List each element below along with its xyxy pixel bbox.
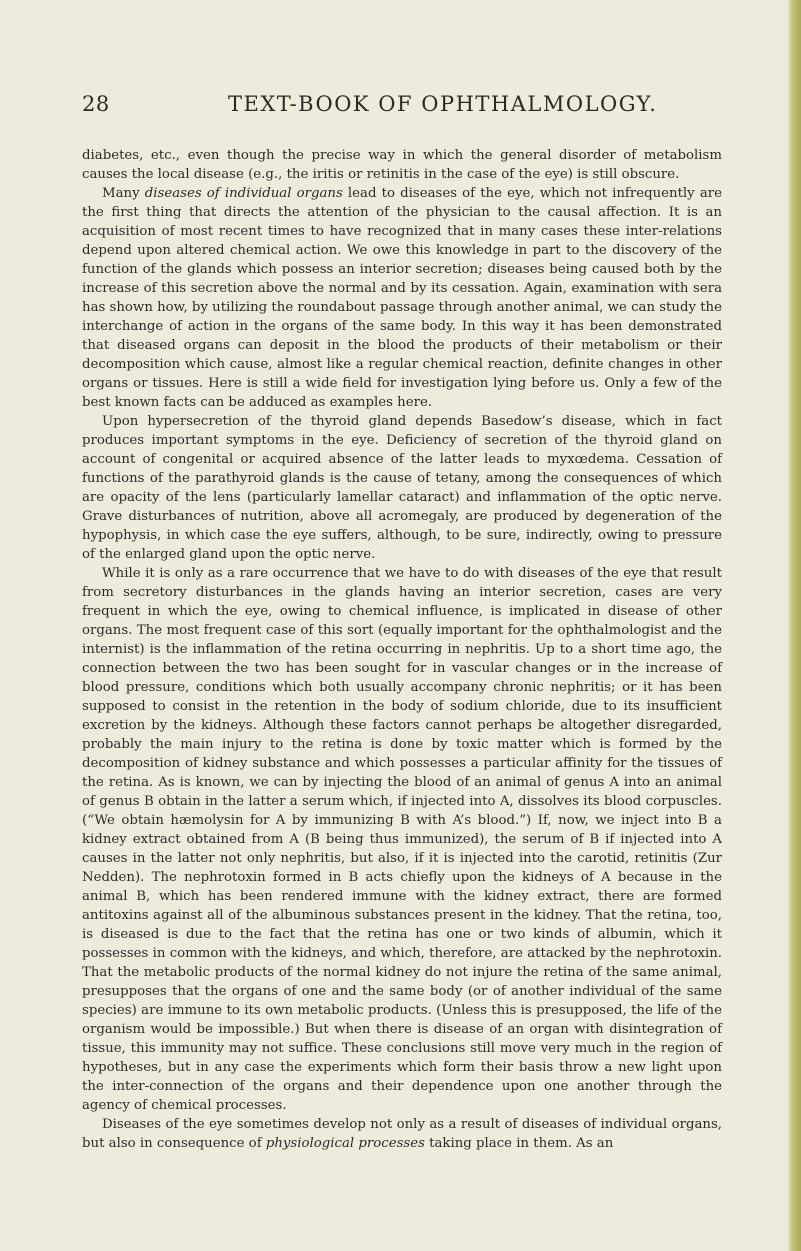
- paragraph: [82, 184, 722, 412]
- paragraph: [82, 1115, 722, 1153]
- paragraph-text: lead to diseases of the eye, which not infrequently are the first thing that directs the attention of the physician to the causal affection. It is an acquisition of most recent times to have recognized that in many cases these inter-relations depend upon altered chemical action. We owe this knowledge in part to the discovery of the function of the glands which possess an interior secretion; diseases being caused both by the increase of this secretion above the normal and by its cessation. Again, examination with sera has shown how, by utilizing the roundabout passage through another animal, we can study the interchange of action in the organs of the same body. In this way it has been demonstrated that diseased organs can deposit in the blood the products of their metabolism or their decomposition which cause, almost like a regular chemical reaction, definite changes in other organs or tissues. Here is still a wide field for investigation lying before us. Only a few of the best known facts can be adduced as examples here.: [82, 186, 722, 410]
- running-title: TEXT-BOOK OF OPHTHALMOLOGY.: [228, 92, 658, 116]
- page-number: 28: [82, 92, 110, 116]
- paragraph: [82, 146, 722, 184]
- page-header: [0, 92, 788, 122]
- paragraph-text: Diseases of the eye sometimes develop not only as a result of diseases of individual organs, but also in consequence of: [82, 1117, 722, 1151]
- italic-phrase: diseases of individual organs: [144, 186, 343, 201]
- paragraph-text: Upon hypersecretion of the thyroid gland depends Basedow’s disease, which in fact produces important symptoms in the eye. Deficiency of secretion of the thyroid gland on account of congenital or acquired absence of the latter leads to myxœdema. Cessation of functions of the parathyroid glands is the cause of tetany, among the consequences of which are opacity of the lens (particularly lamellar cataract) and inflammation of the optic nerve. Grave disturbances of nutrition, above all acromegaly, are produced by degeneration of the hypophysis, in which case the eye suffers, although, to be sure, indirectly, owing to pressure of the enlarged gland upon the optic nerve.: [82, 414, 722, 562]
- paragraph: [82, 564, 722, 1115]
- italic-phrase: physiological processes: [265, 1136, 425, 1151]
- paragraph-text: diabetes, etc., even though the precise way in which the general disorder of metabolism causes the local disease (e.g., the iritis or retinitis in the case of the eye) is still obscure.: [82, 148, 722, 182]
- paragraph-text: While it is only as a rare occurrence that we have to do with diseases of the eye that result from secretory disturbances in the glands having an interior secretion, cases are very frequent in which the eye, owing to chemical influence, is implicated in disease of other organs. The most frequent case of this sort (equally important for the ophthalmologist and the internist) is the inflammation of the retina occurring in nephritis. Up to a short time ago, the connection between the two has been sought for in vascular changes or in the increase of blood pressure, conditions which both usually accompany chronic nephritis; or it has been supposed to consist in the retention in the body of sodium chloride, due to its insufficient excretion by the kidneys. Although these factors cannot perhaps be altogether disregarded, probably the main injury to the retina is done by toxic matter which is formed by the decomposition of kidney substance and which possesses a particular affinity for the tissues of the retina. As is known, we can by injecting the blood of an animal of genus A into an animal of genus B obtain in the latter a serum which, if injected into A, dissolves its blood corpuscles. (“We obtain hæmolysin for A by immunizing B with A’s blood.”) If, now, we inject into B a kidney extract obtained from A (B being thus immunized), the serum of B if injected into A causes in the latter not only nephritis, but also, if it is injected into the carotid, retinitis (Zur Nedden). The nephrotoxin formed in B acts chiefly upon the kidneys of A because in the animal B, which has been rendered immune with the kidney extract, there are formed antitoxins against all of the albuminous substances present in the kidney. That the retina, too, is diseased is due to the fact that the retina has one or two kinds of albumin, which it possesses in common with the kidneys, and which, therefore, are attacked by the nephrotoxin. That the metabolic products of the normal kidney do not injure the retina of the same animal, presupposes that the organs of one and the same body (or of another individual of the same species) are immune to its own metabolic products. (Unless this is presupposed, the life of the organism would be impossible.) But when there is disease of an organ with disintegration of tissue, this immunity may not suffice. These conclusions still move very much in the region of hypotheses, but in any case the experiments which form their basis throw a new light upon the inter-connection of the organs and their dependence upon one another through the agency of chemical processes.: [82, 566, 722, 1113]
- page-edge: [788, 0, 801, 1251]
- paragraph: [82, 412, 722, 564]
- paragraph-text: taking place in them. As an: [424, 1136, 614, 1151]
- body-text: [82, 146, 722, 1153]
- paragraph-text: Many: [102, 186, 145, 201]
